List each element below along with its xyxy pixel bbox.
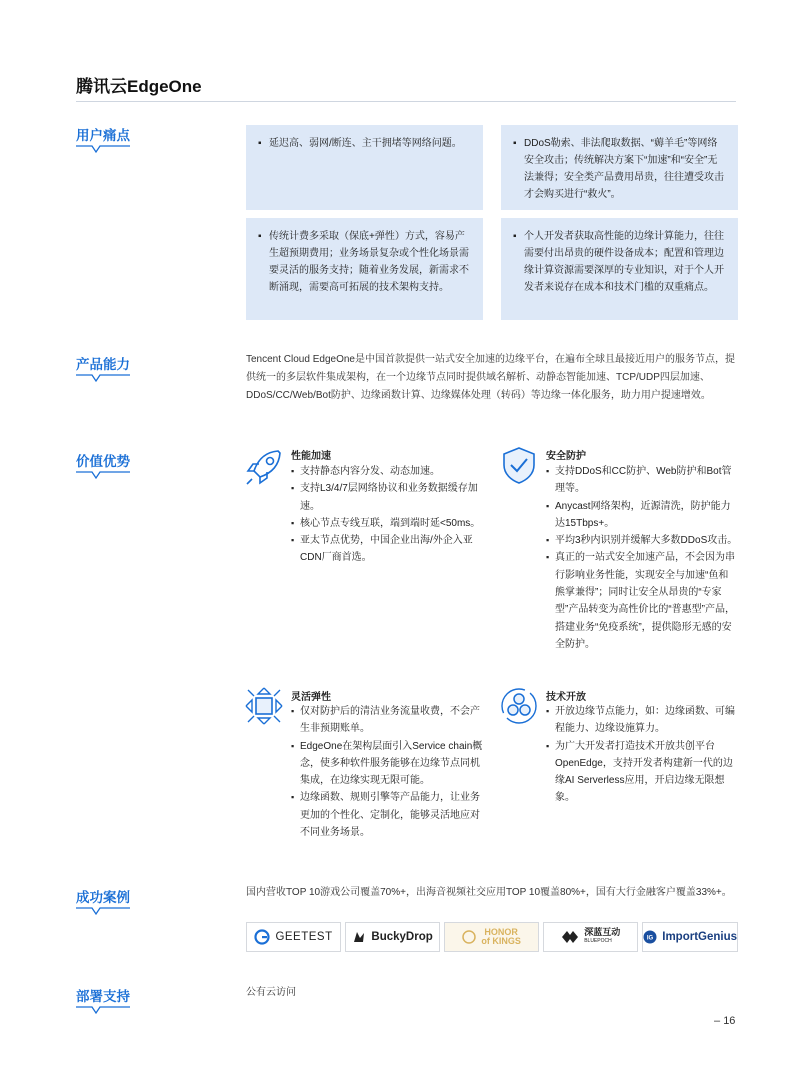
shield-check-icon [499, 445, 539, 485]
feature-list: ▪ 仅对防护后的清洁业务流量收费，不会产生非预期账单。 ▪ EdgeOne在架构层面引入Service chain概念，使多种软件服务能够在边缘节点同机集成，在边缘实现无限可能。 ▪ 边缘函数、规则引擎等产品能力，让业务更加的个性化、定制化，能够灵活地应对不同业务场景。 [291, 703, 483, 841]
svg-text:IG: IG [647, 935, 654, 942]
pain-point-text: 传统计费多采取（保底+弹性）方式，容易产生超预期费用；业务场景复杂或个性化场景需要灵活的服务支持；随着业务发展，新需求不断涌现，需要高可拓展的技术架构支持。 [269, 231, 469, 293]
feature-item: 支持静态内容分发、动态加速。 [300, 466, 440, 477]
section-label-value: 价值优势 [76, 454, 130, 469]
page-title: 腾讯云EdgeOne [76, 77, 202, 96]
feature-list: ▪ 开放边缘节点能力，如：边缘函数、可编程能力、边缘设施算力。 ▪ 为广大开发者打造技术开放共创平台OpenEdge，支持开发者构建新一代的边缘AI Serverless应用，开启边缘无限想象。 [546, 703, 738, 807]
importgenius-logo-icon [643, 930, 657, 944]
pain-point-card: ▪ 传统计费多采取（保底+弹性）方式，容易产生超预期费用；业务场景复杂或个性化场景需要灵活的服务支持；随着业务发展，新需求不断涌现，需要高可拓展的技术架构支持。 [246, 218, 483, 320]
section-label-deploy: 部署支持 [76, 989, 130, 1004]
buckydrop-logo-icon [352, 930, 366, 944]
feature-item: 仅对防护后的清洁业务流量收费，不会产生非预期账单。 [300, 706, 480, 735]
feature-title: 灵活弹性 [291, 692, 331, 703]
pain-point-card: ▪ 延迟高、弱网/断连、主干拥堵等网络问题。 [246, 125, 483, 210]
section-underline-icon [76, 373, 130, 383]
section-underline-icon [76, 470, 130, 480]
section-label-cases: 成功案例 [76, 890, 130, 905]
product-description: Tencent Cloud EdgeOne是中国首款提供一站式安全加速的边缘平台，在遍布全球且最接近用户的服务节点，提供统一的多层软件集成架构，在一个边缘节点同时提供域名解析、动静态智能加速、TCP/UDP四层加速、DDoS/CC/Web/Bot防护、边缘函数计算、边缘媒体处理（转码）等边缘一体化服务，助力用户提速增效。 [246, 354, 735, 401]
logo-importgenius: IG ImportGenius [642, 922, 738, 952]
honor-of-kings-logo-icon [462, 930, 476, 944]
feature-item: Anycast网络架构，近源清洗，防护能力达15Tbps+。 [555, 500, 731, 529]
feature-item: EdgeOne在架构层面引入Service chain概念，使多种软件服务能够在边缘节点同机集成，在边缘实现无限可能。 [300, 740, 483, 787]
feature-item: 支持L3/4/7层网络协议和业务数据缓存加速。 [300, 483, 478, 512]
deploy-description: 公有云访问 [246, 987, 296, 998]
expand-icon [244, 686, 284, 726]
feature-item: 支持DDoS和CC防护、Web防护和Bot管理等。 [555, 466, 732, 495]
logo-buckydrop: BuckyDrop [345, 922, 440, 952]
title-divider [76, 101, 736, 102]
pain-point-card: ▪ DDoS勒索、非法爬取数据、“薅羊毛”等网络安全攻击；传统解决方案下“加速”和“安全”无法兼得；安全类产品费用昂贵，往往遭受攻击才会购买进行“救火”。 [501, 125, 738, 210]
section-label-pain-points: 用户痛点 [76, 128, 130, 143]
section-underline-icon [76, 144, 130, 154]
logo-honor-of-kings: HONOR of KINGS [444, 922, 539, 952]
rocket-icon [244, 447, 284, 487]
logo-geetest: GEETEST [246, 922, 341, 952]
feature-title: 安全防护 [546, 451, 586, 462]
section-label-product: 产品能力 [76, 357, 130, 372]
page-number: – 16 [714, 1015, 736, 1027]
pain-point-text: 延迟高、弱网/断连、主干拥堵等网络问题。 [269, 138, 462, 149]
feature-item: 亚太节点优势，中国企业出海/外企入亚CDN厂商首选。 [300, 535, 473, 564]
logo-bluepoch: 深蓝互动 BLUEPOCH [543, 922, 638, 952]
geetest-logo-icon [254, 929, 270, 945]
cases-description: 国内营收TOP 10游戏公司覆盖70%+，出海音视频社交应用TOP 10覆盖80%+，国有大行金融客户覆盖33%+。 [246, 887, 732, 898]
pain-point-card: ▪ 个人开发者获取高性能的边缘计算能力，往往需要付出昂贵的硬件设备成本；配置和管理边缘计算资源需要深厚的专业知识，对于个人开发者来说存在成本和技术门槛的双重痛点。 [501, 218, 738, 320]
feature-item: 边缘函数、规则引擎等产品能力，让业务更加的个性化、定制化，能够灵活地应对不同业务场景。 [300, 792, 480, 839]
bluepoch-logo-icon [561, 929, 579, 945]
feature-item: 开放边缘节点能力，如：边缘函数、可编程能力、边缘设施算力。 [555, 706, 735, 735]
feature-list: ▪ 支持DDoS和CC防护、Web防护和Bot管理等。 ▪ Anycast网络架构，近源清洗，防护能力达15Tbps+。 ▪ 平均3秒内识别并缓解大多数DDoS攻击。 ▪ 真正的一站式安全加速产品，不会因为串行影响业务性能，实现安全与加速“鱼和熊掌兼得”；同时让安全从昂贵的“专家型”产品转变为高性价比的“普惠型”产品，搭建业务“免疫系统”，提供隐形无感的安全防护。 [546, 463, 738, 653]
feature-item: 核心节点专线互联，端到端时延<50ms。 [300, 517, 481, 529]
pain-point-text: 个人开发者获取高性能的边缘计算能力，往往需要付出昂贵的硬件设备成本；配置和管理边缘计算资源需要深厚的专业知识，对于个人开发者来说存在成本和技术门槛的双重痛点。 [524, 231, 724, 293]
feature-title: 性能加速 [291, 451, 331, 462]
section-underline-icon [76, 1005, 130, 1015]
section-underline-icon [76, 906, 130, 916]
feature-item: 平均3秒内识别并缓解大多数DDoS攻击。 [555, 535, 738, 547]
feature-item: 为广大开发者打造技术开放共创平台OpenEdge，支持开发者构建新一代的边缘AI Serverless应用，开启边缘无限想象。 [555, 740, 733, 804]
hexagon-network-icon [499, 686, 539, 726]
feature-title: 技术开放 [546, 692, 586, 703]
customer-logos [246, 922, 738, 954]
feature-list: ▪ 支持静态内容分发、动态加速。 ▪ 支持L3/4/7层网络协议和业务数据缓存加速。 ▪ 核心节点专线互联，端到端时延<50ms。 ▪ 亚太节点优势，中国企业出海/外企入亚CDN厂商首选。 [291, 463, 483, 567]
pain-point-text: DDoS勒索、非法爬取数据、“薅羊毛”等网络安全攻击；传统解决方案下“加速”和“安全”无法兼得；安全类产品费用昂贵，往往遭受攻击才会购买进行“救火”。 [524, 138, 724, 200]
feature-item: 真正的一站式安全加速产品，不会因为串行影响业务性能，实现安全与加速“鱼和熊掌兼得”；同时让安全从昂贵的“专家型”产品转变为高性价比的“普惠型”产品，搭建业务“免疫系统”，提供隐形无感的安全防护。 [555, 552, 735, 650]
